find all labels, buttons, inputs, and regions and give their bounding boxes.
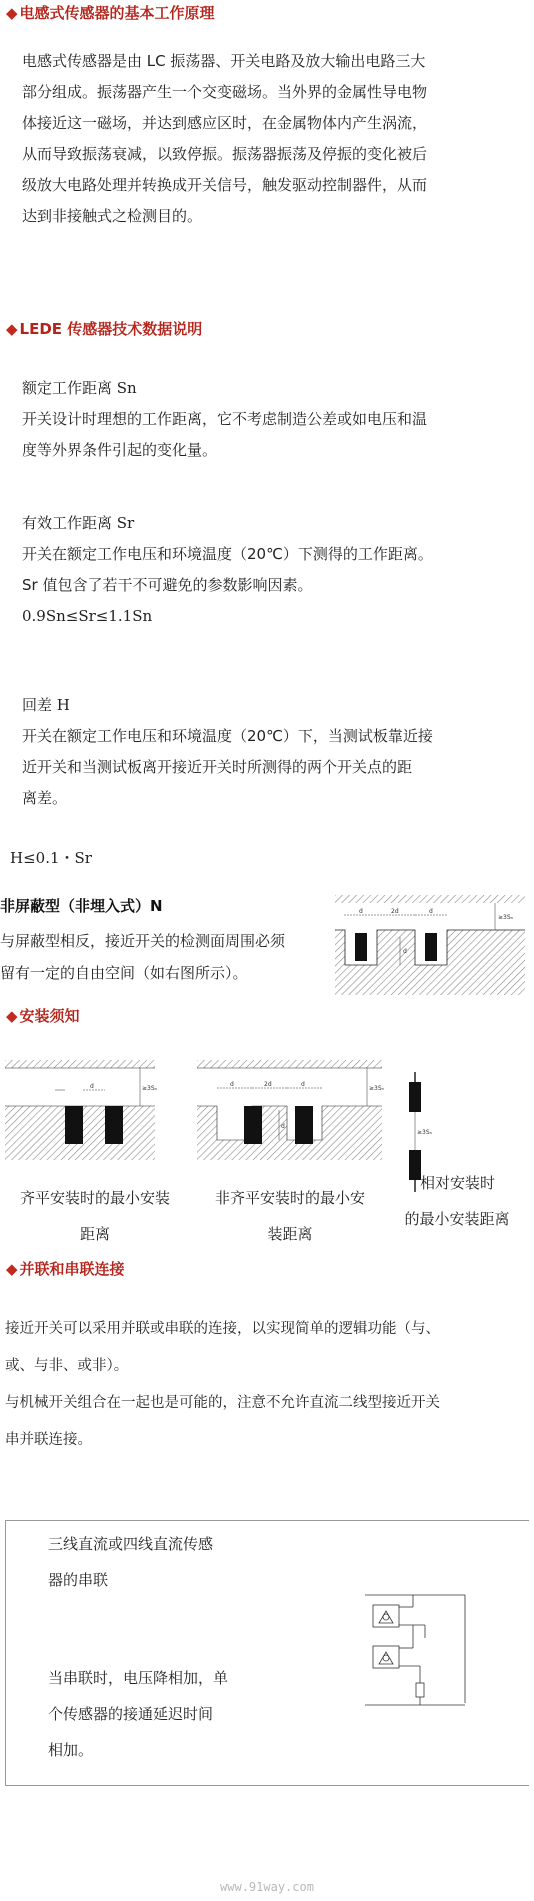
h-formula: H≤0.1・Sr (10, 849, 92, 867)
heading-text: LEDE 传感器技术数据说明 (19, 320, 203, 338)
diamond-bullet-icon: ◆ (6, 1007, 18, 1025)
dim-3sn: ≥3Sₙ (417, 1129, 433, 1136)
heading-text: 安装须知 (19, 1007, 80, 1025)
sn-block (22, 373, 427, 466)
diamond-bullet-icon: ◆ (6, 4, 18, 22)
text-line: 器的串联 (48, 1571, 109, 1589)
text-line: 当串联时，电压降相加，单 (48, 1669, 229, 1687)
text-line: 串并联连接。 (5, 1432, 92, 1448)
nonshield-paragraph (0, 925, 285, 989)
sensor-body (244, 1106, 262, 1144)
text-line: 级放大电路处理并转换成开关信号，触发驱动控制器件，从而 (22, 176, 428, 194)
dim-d: d (301, 1081, 305, 1088)
text-line: 开关设计时理想的工作距离，它不考虑制造公差或如电压和温 (22, 410, 428, 428)
dim-d: d (359, 908, 363, 915)
sensor-symbol (373, 1605, 399, 1627)
sensor-body (409, 1082, 421, 1112)
text-line: 开关在额定工作电压和环境温度（20℃）下测得的工作距离。 (22, 545, 433, 563)
dim-d: d (230, 1081, 234, 1088)
principle-paragraph (22, 46, 427, 232)
section-heading-specs (6, 318, 202, 339)
series-desc (48, 1660, 228, 1768)
sr-block (22, 508, 433, 632)
text-line: 电感式传感器是由 LC 振荡器、开关电路及放大输出电路三大 (22, 52, 426, 70)
text-line: 相加。 (48, 1741, 94, 1759)
footer-watermark: www.91way.com (220, 1880, 314, 1894)
text-line: 三线直流或四线直流传感 (48, 1535, 214, 1553)
sensor-body (425, 933, 437, 961)
dim-d: d (281, 1123, 285, 1130)
diamond-bullet-icon: ◆ (6, 1260, 18, 1278)
dim-d: d (429, 908, 433, 915)
sr-label: 有效工作距离 Sr (22, 514, 135, 532)
caption-line: 的最小安装距离 (404, 1210, 510, 1228)
box-left-border (5, 1520, 6, 1785)
caption-line: 装距离 (267, 1225, 313, 1243)
text-line: 离差。 (22, 789, 68, 807)
nonflush-diagram-right (335, 895, 525, 995)
sensor-body (105, 1106, 123, 1144)
text-line: 达到非接触式之检测目的。 (22, 207, 203, 225)
sensor-symbol (373, 1646, 399, 1668)
nonflush-install-diagram (197, 1060, 385, 1160)
text-line: 与屏蔽型相反，接近开关的检测面周围必须 (0, 932, 286, 950)
caption-nonflush (190, 1180, 390, 1252)
nonshield-title: 非屏蔽型（非埋入式）N (0, 897, 163, 915)
h-block (22, 690, 433, 814)
text-line: 个传感器的接通延迟时间 (48, 1705, 214, 1723)
caption-line: 齐平安装时的最小安装 (19, 1189, 170, 1207)
dim-3sn: ≥3Sₙ (369, 1085, 385, 1092)
box-top-border (5, 1520, 529, 1521)
dim-3sn: ≥3Sₙ (498, 914, 514, 921)
dim-2d: 2d (391, 908, 399, 915)
text-line: 近开关和当测试板离开接近开关时所测得的两个开关点的距 (22, 758, 413, 776)
sn-label: 额定工作距离 Sn (22, 379, 137, 397)
text-line: 度等外界条件引起的变化量。 (22, 441, 218, 459)
text-line: 体接近这一磁场，并达到感应区时，在金属物体内产生涡流， (22, 114, 428, 132)
text-line: 或、与非、或非）。 (5, 1358, 129, 1374)
text-line: 接近开关可以采用并联或串联的连接，以实现简单的逻辑功能（与、 (5, 1321, 440, 1337)
text-line: 与机械开关组合在一起也是可能的，注意不允许直流二线型接近开关 (5, 1395, 440, 1411)
dim-d: d (90, 1083, 94, 1090)
sr-formula: 0.9Sn≤Sr≤1.1Sn (22, 607, 153, 625)
caption-line: 非齐平安装时的最小安 (214, 1189, 365, 1207)
series-title (48, 1526, 213, 1598)
caption-line: 距离 (79, 1225, 110, 1243)
section-heading-connection (6, 1258, 125, 1279)
sensor-body (355, 933, 367, 961)
section-heading-install (6, 1005, 80, 1026)
section-heading-principle (6, 2, 215, 23)
text-line: 部分组成。振荡器产生一个交变磁场。当外界的金属性导电物 (22, 83, 428, 101)
top-plate (335, 895, 525, 903)
dim-d: d (403, 948, 407, 955)
caption-flush (0, 1180, 190, 1252)
box-bottom-border (5, 1785, 529, 1786)
text-line: 留有一定的自由空间（如右图所示）。 (0, 964, 248, 982)
load-resistor (416, 1683, 424, 1697)
connection-paragraph (5, 1311, 440, 1459)
series-circuit-diagram (365, 1583, 470, 1715)
sensor-body (295, 1106, 313, 1144)
heading-text: 电感式传感器的基本工作原理 (19, 4, 215, 22)
heading-text: 并联和串联连接 (19, 1260, 125, 1278)
sensor-body (65, 1106, 83, 1144)
dim-3sn: ≥3Sₙ (142, 1085, 158, 1092)
dim-2d: 2d (264, 1081, 272, 1088)
text-line: 开关在额定工作电压和环境温度（20℃）下，当测试板靠近接 (22, 727, 433, 745)
text-line: Sr 值包含了若干不可避免的参数影响因素。 (22, 576, 313, 594)
caption-line: 相对安装时 (420, 1174, 496, 1192)
diamond-bullet-icon: ◆ (6, 320, 18, 338)
caption-opposed (380, 1165, 534, 1237)
flush-install-diagram (5, 1060, 158, 1160)
text-line: 从而导致振荡衰减，以致停振。振荡器振荡及停振的变化被后 (22, 145, 428, 163)
h-label: 回差 H (22, 696, 70, 714)
